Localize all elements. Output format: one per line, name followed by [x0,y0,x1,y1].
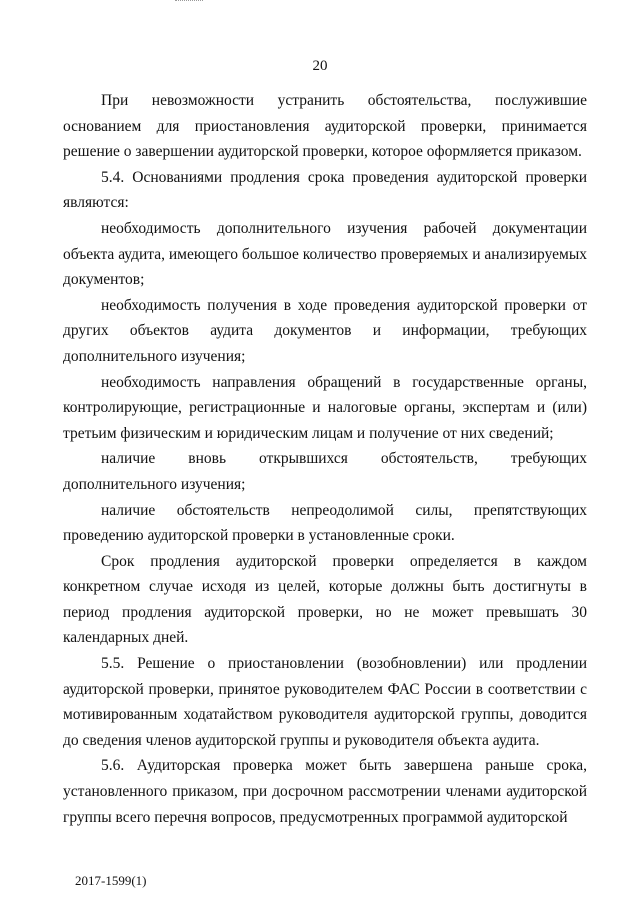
paragraph-ground-additional-study: необходимость дополнительного изучения рабочей документации объекта аудита, имеющего большое количество проверяемых и анализируемых документов; [63,219,587,289]
paragraph-ground-new-circumstances: наличие вновь открывшихся обстоятельств, требующих дополнительного изучения; [63,450,587,493]
paragraph-5-6: 5.6. Аудиторская проверка может быть завершена раньше срока, установленного приказом, при досрочном рассмотрении членами аудиторской группы всего перечня вопросов, предусмотренных программой аудиторской [63,757,587,826]
paragraph-5-4-heading: 5.4. Основаниями продления срока проведения аудиторской проверки являются: [63,168,587,212]
document-code: 2017-1599(1) [75,873,147,888]
paragraph-ground-force-majeure: наличие обстоятельств непреодолимой силы, препятствующих проведению аудиторской проверки в установленные сроки. [63,501,587,545]
document-body [63,88,587,830]
page-number: 20 [312,58,328,74]
paragraph-ground-obtaining-documents: необходимость получения в ходе проведения аудиторской проверки от других объектов аудита документов и информации, требующих дополнительного изучения; [63,296,587,365]
paragraph-5-5: 5.5. Решение о приостановлении (возобновлении) или продлении аудиторской проверки, принятое руководителем ФАС России в соответствии с мотивированным ходатайством руководителя аудиторской группы, доводится до сведения членов аудиторской группы и руководителя объекта аудита. [63,655,587,749]
paragraph-ground-sending-requests: необходимость направления обращений в государственные органы, контролирующие, регистрационные и налоговые органы, экспертам и (или) третьим физическим и юридическим лицам и получение от них сведений; [63,373,587,442]
paragraph-extension-term: Срок продления аудиторской проверки определяется в каждом конкретном случае исходя из целей, которые должны быть достигнуты в период продления аудиторской проверки, но не может превышать 30 календарных дней. [63,552,587,647]
scan-edge-mark [175,0,203,3]
paragraph-termination-decision: При невозможности устранить обстоятельства, послужившие основанием для приостановления аудиторской проверки, принимается решение о завершении аудиторской проверки, которое оформляется приказом. [63,92,587,161]
